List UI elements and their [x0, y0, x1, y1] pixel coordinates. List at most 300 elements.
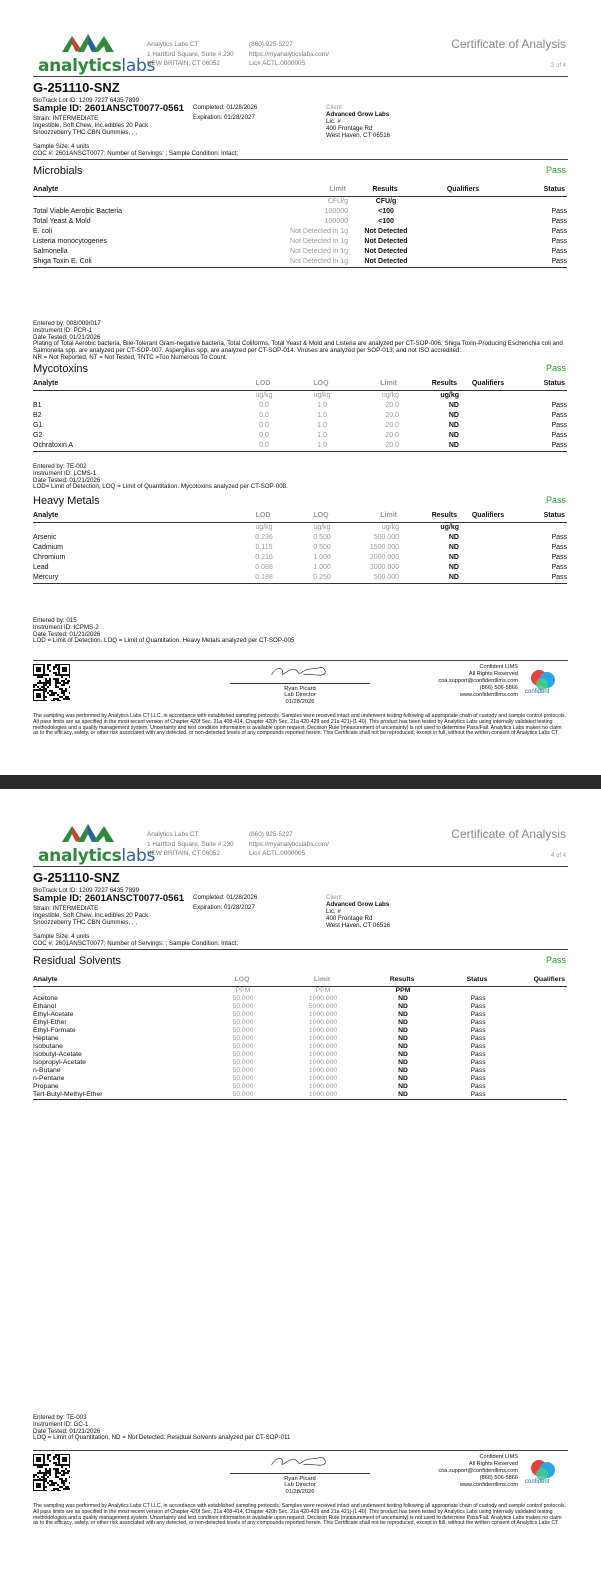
table-cell: G2 [33, 431, 43, 439]
sample-size: Sample Size: 4 units [33, 143, 90, 150]
table-row [33, 257, 567, 268]
table-cell: Not Detected in 1g [290, 237, 348, 245]
table-cell: 50.000 [232, 1010, 254, 1018]
table-row [33, 1091, 567, 1100]
biotrack-id: BioTrack Lot ID: 1209 7227 6435 7899 [33, 97, 140, 104]
table-cell: Pass [551, 553, 567, 561]
table-cell [459, 431, 519, 441]
table-cell: Total Yeast & Mold [33, 217, 91, 225]
sample-g-id: G-251110-SNZ [33, 80, 120, 95]
sample-divider [33, 159, 568, 160]
coc-line: COC #: 2601ANSCT0077; Number of Servings: ; Sample Condition: Intact; [33, 150, 238, 157]
unit-cell: ug/kg [255, 523, 273, 531]
lab-address: Analytics Labs CT 1 Hartford Square, Suite # 230 NEW BRITAIN, CT 06052 [147, 831, 234, 857]
table-cell: 500.000 [349, 573, 399, 584]
table-cell: ND [398, 1002, 408, 1010]
table-cell: ND [398, 1050, 408, 1058]
unit-cell: ug/kg [381, 391, 399, 399]
table-cell: 1500.000 [369, 543, 399, 551]
table-cell [459, 411, 519, 421]
table-cell: 0.236 [255, 533, 273, 541]
sample-dates: Completed: 01/28/2026 Expiration: 01/28/2027 [193, 894, 258, 911]
table-cell: 1000.000 [308, 994, 338, 1002]
table-cell: 50.000 [232, 1018, 254, 1026]
logo-wordmark: analyticslabs [38, 846, 155, 866]
table-cell: 5000.000 [308, 1002, 338, 1010]
disclaimer: The sampling was performed by Analytics Labs CT LLC, in accordance with established sampling protocols. Samples were received intact and underwent testing following all appropriate chain of custody and sample control protocols. All pass limits are as specified in the most recent version of Chapter 420f Sec. 21a 408-414, Chapter 420h Sec. 21a 420-429 and 21a 421j-(1-40). This product has been tested by Analytics Labs using internally validated testing methodologies and a quality management system. Uncertainty and test condition information is available upon request. Decision Rule (measurement of uncertainty) is not used to determine Pass/Fail. Analytics Labs makes no claim as to the efficacy, safety, or other risk associated with any detected, or non-detected levels of any compounds reported herein. This Certificate shall not be reproduced, except in full, without the written consent of Analytics Labs CT. [33, 713, 567, 737]
header-divider [33, 76, 568, 77]
table-cell: ND [448, 533, 459, 541]
unit-cell: ug/kg [313, 523, 331, 531]
table-cell: Pass [551, 543, 567, 551]
signature-icon [230, 664, 370, 680]
heavy-metals-notes [33, 618, 568, 645]
table-cell [513, 1051, 567, 1059]
unit-cell: ug/kg [255, 391, 273, 399]
table-cell: n-Butane [33, 1066, 61, 1074]
unit-cell: CFU/g [375, 197, 397, 205]
lims-email-link[interactable]: coa.support@confidentlims.com [438, 678, 518, 684]
footer-divider [33, 660, 568, 661]
table-cell: 50.000 [232, 1026, 254, 1034]
table-cell: 1000.000 [308, 1034, 338, 1042]
table-cell: 50.000 [232, 1034, 254, 1042]
note-line: Date Tested: 01/21/2026 [33, 630, 101, 638]
column-header: Limit [349, 511, 399, 522]
column-header: Results [363, 975, 443, 986]
table-cell: G1 [33, 421, 43, 429]
table-cell: Pass [470, 994, 486, 1002]
table-cell: Shiga Toxin E. Coli [33, 257, 233, 268]
table-cell: Pass [551, 207, 567, 215]
table-cell: ND [398, 1058, 408, 1066]
heavy-metals-title: Heavy Metals [33, 495, 100, 507]
table-cell [513, 1091, 567, 1100]
header-divider [33, 866, 568, 867]
table-cell: 100000 [324, 207, 348, 215]
unit-cell: PPM [315, 986, 331, 994]
table-cell [513, 1043, 567, 1051]
table-cell: 1000.000 [308, 1026, 338, 1034]
coc-line: COC #: 2601ANSCT0077; Number of Servings: ; Sample Condition: Intact; [33, 940, 238, 947]
table-cell: <100 [378, 217, 394, 225]
unit-cell: ug/kg [440, 523, 459, 531]
table-cell: ND [398, 1034, 408, 1042]
table-cell: Pass [470, 1026, 486, 1034]
table-cell: 0.500 [313, 533, 331, 541]
note-line: LOQ = Limit of Quantitation, ND = Not Detected. Residual Solvents analyzed per CT-SOP-011 [33, 1434, 291, 1442]
table-cell [424, 207, 504, 217]
table-cell: ND [448, 421, 459, 429]
lims-email-link[interactable]: coa.support@confidentlims.com [438, 1468, 518, 1474]
table-cell: Pass [551, 247, 567, 255]
table-cell: 1.0 [317, 431, 327, 439]
table-cell: Not Detected in 1g [290, 247, 348, 255]
table-row [33, 227, 567, 237]
mountain-logo-icon [62, 822, 114, 844]
sample-details: Strain: INTERMEDIATE Ingestible, Soft Chew, Inc.edibles 20 Pack Snoozzeberry THC CBN Gummies, , , [33, 905, 149, 926]
table-cell: 20.0 [385, 421, 399, 429]
table-cell: ND [399, 441, 459, 452]
table-row [33, 1011, 567, 1019]
mycotoxins-status: Pass [545, 363, 566, 373]
table-cell [459, 563, 519, 573]
table-row [33, 563, 567, 573]
note-line: Entered by: 015 [33, 617, 77, 624]
unit-cell [33, 390, 233, 401]
table-cell: ND [448, 431, 459, 439]
microbials-table [33, 185, 567, 268]
unit-cell: ug/kg [440, 391, 459, 399]
table-cell: Propane [33, 1082, 59, 1090]
table-row [33, 401, 567, 411]
column-header: Status [519, 511, 567, 522]
table-cell: ND [448, 543, 459, 551]
column-header: Analyte [33, 379, 233, 390]
table-row [33, 995, 567, 1003]
qr-code[interactable] [33, 664, 70, 701]
mycotoxins-notes [33, 464, 568, 491]
table-cell: 1000.000 [308, 1074, 338, 1082]
table-cell: Not Detected [364, 237, 408, 245]
column-header: Analyte [33, 511, 233, 522]
column-header: Status [519, 379, 567, 390]
unit-cell [443, 986, 513, 995]
table-cell: Lead [33, 563, 49, 571]
note-line: Entered by: TE-002 [33, 463, 87, 470]
table-cell: Chromium [33, 553, 66, 561]
column-header: Limit [283, 975, 363, 986]
footer-divider [33, 1450, 568, 1451]
unit-cell [33, 522, 233, 533]
table-cell: 500.000 [373, 533, 399, 541]
table-cell: 1000.000 [308, 1066, 338, 1074]
client-info: Client Advanced Grow Labs Lic. # 400 Frontage Rd West Haven, CT 06516 [326, 104, 391, 139]
signature-block: Ryan Picard Lab Director 01/28/2026 [230, 1454, 370, 1495]
table-cell: ND [398, 1074, 408, 1082]
confident-lims-info: Confident LIMS All Rights Reserved coa.support@confidentlims.com (866) 506-5866 www.confidentlims.com [410, 664, 518, 699]
table-cell [513, 1003, 567, 1011]
table-cell: Ethanol [33, 1002, 57, 1010]
disclaimer: The sampling was performed by Analytics Labs CT LLC, in accordance with established sampling protocols. Samples were received intact and underwent testing following all appropriate chain of custody and sample control protocols. All pass limits are as specified in the most recent version of Chapter 420f Sec. 21a 408-414, Chapter 420h Sec. 21a 420-429 and 21a 421j-(1-40). This product has been tested by Analytics Labs using internally validated testing methodologies and a quality management system. Uncertainty and test condition information is available upon request. Decision Rule (measurement of uncertainty) is not used to determine Pass/Fail. Analytics Labs makes no claim as to the efficacy, safety, or other risk associated with any detected, or non-detected levels of any compounds reported herein. This Certificate shall not be reproduced, except in full, without the written consent of Analytics Labs CT. [33, 1503, 567, 1527]
table-cell [424, 257, 504, 268]
table-cell: ND [399, 573, 459, 584]
table-row [33, 247, 567, 257]
table-cell: Pass [519, 441, 567, 452]
table-cell [513, 1019, 567, 1027]
unit-cell [519, 522, 567, 533]
table-row [33, 207, 567, 217]
table-row [33, 1043, 567, 1051]
unit-cell [33, 196, 233, 207]
unit-cell [513, 986, 567, 995]
microbials-title: Microbials [33, 165, 83, 177]
lims-web-link[interactable]: www.confidentlims.com [459, 692, 518, 698]
table-cell: 0.500 [313, 543, 331, 551]
biotrack-id: BioTrack Lot ID: 1209 7227 6435 7899 [33, 887, 140, 894]
table-cell: ND [398, 1010, 408, 1018]
unit-cell: ug/kg [381, 523, 399, 531]
table-cell: Pass [443, 1091, 513, 1100]
table-cell: 1000.000 [308, 1018, 338, 1026]
sample-dates: Completed: 01/28/2026 Expiration: 01/28/2027 [193, 104, 258, 121]
mycotoxins-table [33, 379, 567, 452]
table-cell: Pass [551, 217, 567, 225]
unit-cell [519, 390, 567, 401]
table-cell: Pass [470, 1074, 486, 1082]
table-row [33, 1075, 567, 1083]
table-cell: 0.216 [255, 553, 273, 561]
table-cell [424, 227, 504, 237]
note-line: Entered by: TE-003 [33, 1414, 87, 1421]
doc-title: Certificate of Analysis [451, 37, 566, 51]
client-info: Client Advanced Grow Labs Lic. # 400 Frontage Rd West Haven, CT 06516 [326, 894, 391, 929]
table-cell: 1.0 [295, 441, 349, 452]
table-cell: 20.0 [385, 431, 399, 439]
table-cell: Isopropyl-Acetate [33, 1058, 86, 1066]
mycotoxins-title: Mycotoxins [33, 363, 89, 375]
table-cell: 0.0 [259, 431, 269, 439]
table-cell: 1000.000 [308, 1010, 338, 1018]
analytics-labs-logo [36, 32, 155, 76]
mountain-logo-icon [62, 32, 114, 54]
table-cell: 50.000 [232, 1074, 254, 1082]
unit-cell [504, 196, 567, 207]
lab-address: Analytics Labs CT 1 Hartford Square, Suite # 230 NEW BRITAIN, CT 06052 [147, 41, 234, 67]
table-cell: Pass [470, 1066, 486, 1074]
table-cell [459, 401, 519, 411]
column-header: Limit [233, 185, 348, 196]
table-cell [459, 553, 519, 563]
unit-cell [424, 196, 504, 207]
table-cell: ND [398, 1066, 408, 1074]
table-cell [424, 247, 504, 257]
table-row [33, 1019, 567, 1027]
table-cell: Pass [470, 1058, 486, 1066]
table-cell: 20.0 [349, 441, 399, 452]
table-cell: Arsenic [33, 533, 57, 541]
table-cell: ND [398, 1026, 408, 1034]
table-cell [513, 1011, 567, 1019]
table-cell: 1000.000 [308, 1042, 338, 1050]
table-cell [424, 217, 504, 227]
table-cell [513, 1067, 567, 1075]
table-cell: 50.000 [232, 1002, 254, 1010]
microbials-notes [33, 321, 568, 362]
column-header: Analyte [33, 185, 233, 196]
unit-cell: PPM [395, 986, 411, 994]
table-cell: Not Detected [364, 247, 408, 255]
table-cell [513, 1083, 567, 1091]
table-cell: ND [448, 563, 459, 571]
unit-cell [459, 522, 519, 533]
table-cell: Pass [470, 1050, 486, 1058]
signature-icon [230, 1454, 370, 1470]
table-cell: Pass [551, 227, 567, 235]
table-cell [459, 543, 519, 553]
table-cell: Pass [551, 563, 567, 571]
note-line: Date Tested: 01/21/2026 [33, 333, 101, 341]
table-row [33, 1083, 567, 1091]
lab-website-link[interactable]: https://myanalyticslabs.com/ [249, 50, 329, 58]
table-cell: 0.250 [295, 573, 349, 584]
residual-solvents-status: Pass [545, 955, 566, 965]
column-header: Status [504, 185, 567, 196]
note-line: Instrument ID: GC-1 [33, 1420, 89, 1428]
table-cell: n-Pentane [33, 1074, 65, 1082]
table-cell: Pass [551, 431, 567, 439]
table-cell: Not Detected [364, 227, 408, 235]
note-line: LOD = Limit of Detection. LOQ = Limit of Quantitation. Heavy Metals analyzed per CT-SOP-005 [33, 637, 295, 645]
table-row [33, 411, 567, 421]
note-line: NR = Not Reported, NT = Not Tested, TNTC =Too Numerous To Count. [33, 353, 228, 361]
column-header: Limit [349, 379, 399, 390]
column-header: Results [399, 379, 459, 390]
lab-website-link[interactable]: https://myanalyticslabs.com/ [249, 840, 329, 848]
table-cell: Mercury [33, 573, 233, 584]
lab-contact: (860) 925-5227 https://myanalyticslabs.com/ Lic# ACTL.0000005 [249, 41, 329, 67]
table-row [33, 553, 567, 563]
table-cell: 0.0 [233, 441, 295, 452]
table-cell: Pass [551, 237, 567, 245]
table-cell: 100000 [324, 217, 348, 225]
column-header: Qualifiers [459, 511, 519, 522]
table-row [33, 217, 567, 227]
table-cell: ND [448, 401, 459, 409]
table-row [33, 1067, 567, 1075]
note-line: Instrument ID: PCR-1 [33, 326, 93, 334]
table-row [33, 1059, 567, 1067]
table-cell: Not Detected [348, 257, 424, 268]
table-cell: 50.000 [232, 1082, 254, 1090]
table-cell: 50.000 [203, 1091, 283, 1100]
table-cell: ND [398, 1018, 408, 1026]
column-header: Analyte [33, 975, 203, 986]
table-cell [513, 1035, 567, 1043]
lims-web-link[interactable]: www.confidentlims.com [459, 1482, 518, 1488]
table-cell: Pass [551, 533, 567, 541]
unit-cell: ug/kg [313, 391, 331, 399]
table-cell: 50.000 [232, 994, 254, 1002]
table-cell: Tert-Butyl-Methyl-Ether [33, 1091, 203, 1100]
column-header: Qualifiers [424, 185, 504, 196]
unit-cell [33, 986, 203, 995]
table-cell: Pass [470, 1034, 486, 1042]
table-cell: Listeria monocytogenes [33, 237, 107, 245]
table-row [33, 1035, 567, 1043]
table-cell [459, 441, 519, 452]
table-row [33, 1003, 567, 1011]
table-cell: 20.0 [385, 401, 399, 409]
table-cell [513, 1075, 567, 1083]
table-cell: ND [448, 553, 459, 561]
table-cell: Acetone [33, 994, 58, 1002]
logo-wordmark: analyticslabs [38, 56, 155, 76]
column-header: LOQ [203, 975, 283, 986]
lab-contact: (860) 925-5227 https://myanalyticslabs.com/ Lic# ACTL.0000005 [249, 831, 329, 857]
column-header: Qualifiers [513, 975, 567, 986]
table-row [33, 533, 567, 543]
table-cell [459, 421, 519, 431]
table-cell: Isobutane [33, 1042, 63, 1050]
table-cell: 0.0 [259, 411, 269, 419]
column-header: LOQ [295, 511, 349, 522]
table-cell: 0.0 [259, 401, 269, 409]
table-cell: 1.0 [317, 411, 327, 419]
table-cell: Not Detected in 1g [290, 227, 348, 235]
coa-page-3 [0, 0, 601, 770]
note-line: Plating of Total Aerobic bacteria, Bile-Tolerant Gram-negative bacteria, Total Coliforms, Total Yeast & Mold and Listeria are analyzed per CT-SOP-006. Shiga Toxin-Producing Escherichia coli and Salmonella spp. are analyzed per CT-SOP-007. Aspergillus spp. are analyzed per CT-SOP-014. Viruses are analyzed per SOP-013, and not ISO accredited. [33, 340, 563, 355]
table-cell [513, 1027, 567, 1035]
sample-size: Sample Size: 4 units [33, 933, 90, 940]
table-cell: 50.000 [232, 1058, 254, 1066]
unit-cell: CFU/g [327, 197, 348, 205]
table-cell: Cadmium [33, 543, 63, 551]
table-row [33, 431, 567, 441]
table-cell: Isobutyl-Acetate [33, 1050, 82, 1058]
table-cell: Total Viable Aerobic Bacteria [33, 207, 122, 215]
table-cell: 1.0 [317, 421, 327, 429]
sample-divider [33, 949, 568, 950]
table-cell: Pass [551, 411, 567, 419]
table-cell: Ethyl-Ether [33, 1018, 67, 1026]
table-cell: Salmonella [33, 247, 68, 255]
note-line: Instrument ID: LCMS-1 [33, 469, 97, 477]
table-cell: Pass [551, 401, 567, 409]
qr-code[interactable] [33, 1454, 70, 1491]
table-cell: ND [398, 1082, 408, 1090]
table-cell: Pass [470, 1010, 486, 1018]
column-header: Results [399, 511, 459, 522]
table-cell [459, 533, 519, 543]
table-cell: Pass [519, 573, 567, 584]
sample-g-id: G-251110-SNZ [33, 870, 120, 885]
signature-block: Ryan Picard Lab Director 01/28/2026 [230, 664, 370, 705]
table-cell: 2000.000 [369, 553, 399, 561]
table-cell [459, 573, 519, 584]
table-cell: Pass [470, 1082, 486, 1090]
table-cell: 1.000 [313, 563, 331, 571]
column-header: LOD [233, 511, 295, 522]
analytics-labs-logo [36, 822, 155, 866]
table-cell: Pass [470, 1042, 486, 1050]
heavy-metals-status: Pass [545, 495, 566, 505]
table-cell: Pass [470, 1002, 486, 1010]
table-cell: ND [398, 1042, 408, 1050]
table-cell: Heptane [33, 1034, 59, 1042]
residual-solvents-title: Residual Solvents [33, 955, 122, 967]
sample-details: Strain: INTERMEDIATE Ingestible, Soft Chew, Inc.edibles 20 Pack Snoozzeberry THC CBN Gummies, , , [33, 115, 149, 136]
table-cell: Ethyl-Formate [33, 1026, 76, 1034]
page-separator [0, 775, 601, 789]
note-line: LOD= Limit of Detection, LOQ = Limit of Quantitation. Mycotoxins analyzed per CT-SOP-008. [33, 483, 288, 491]
table-cell: ND [398, 994, 408, 1002]
confident-logo-text: confident [525, 1479, 550, 1485]
table-cell: 1.000 [313, 553, 331, 561]
column-header: LOD [233, 379, 295, 390]
table-cell: 1000.000 [308, 1058, 338, 1066]
note-line: Date Tested: 01/21/2026 [33, 1427, 101, 1435]
table-cell: 1000.000 [283, 1091, 363, 1100]
table-cell: 0.188 [233, 573, 295, 584]
table-cell: Ethyl-Acetate [33, 1010, 74, 1018]
unit-cell [459, 390, 519, 401]
table-cell [513, 995, 567, 1003]
table-cell: B2 [33, 411, 42, 419]
column-header: Status [443, 975, 513, 986]
table-cell: 0.115 [255, 543, 273, 551]
page-number: 3 of 4 [550, 63, 566, 69]
